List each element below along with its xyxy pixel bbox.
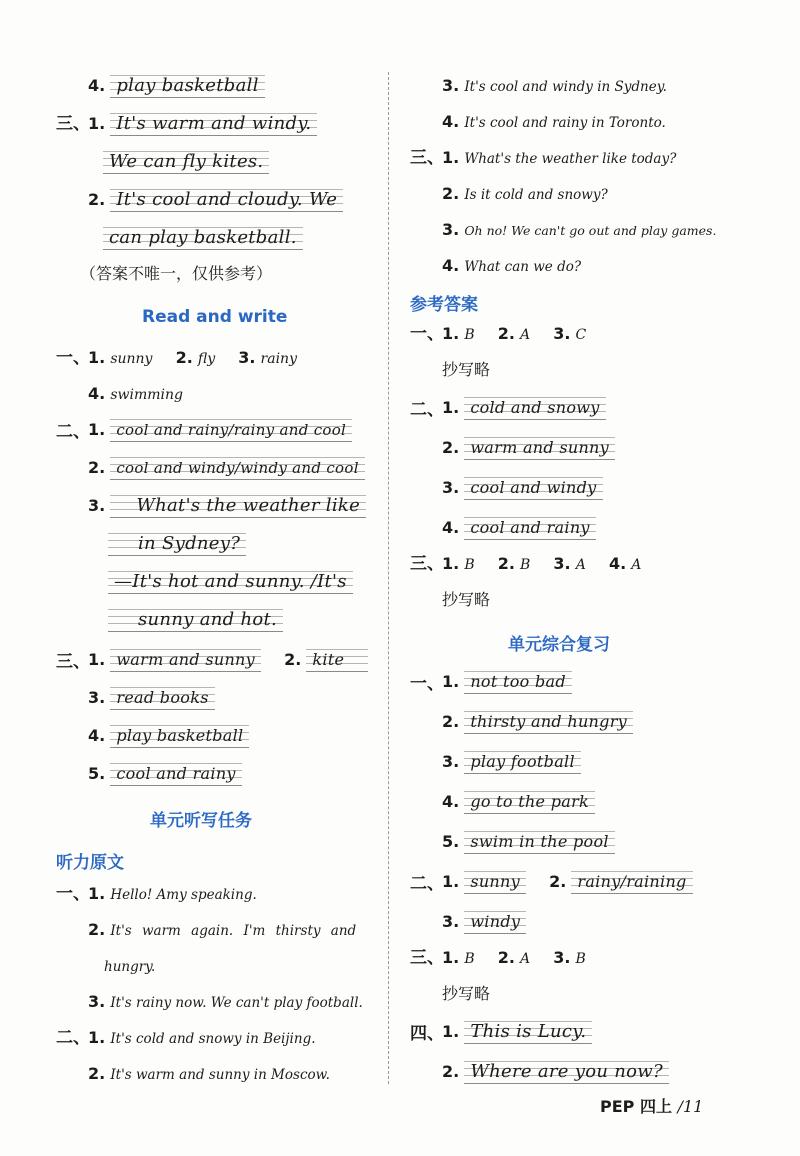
handwritten-answer: cold and snowy [464, 396, 605, 421]
answer-row [103, 226, 303, 251]
answer-row [108, 608, 283, 633]
script-line: 1. It's cold and snowy in Beijing. [88, 1028, 316, 1047]
handwritten-answer: cool and windy/windy and cool [110, 456, 365, 481]
handwritten-answer: not too bad [464, 670, 572, 695]
answer-row: 3. play football [442, 750, 581, 775]
handwritten-answer: play basketball [110, 724, 249, 749]
handwritten-answer: thirsty and hungry [464, 710, 633, 735]
script-line: 4. It's cool and rainy in Toronto. [442, 112, 666, 131]
answer-row: 1. sunny 2. fly 3. rainy [88, 348, 297, 367]
script-line: 4. What can we do? [442, 256, 582, 275]
handwritten-answer: cool and rainy [110, 762, 241, 787]
answer-row: 3. read books [88, 686, 215, 711]
handwritten-answer: windy [464, 910, 526, 935]
answer-row: 4. play basketball [88, 724, 249, 749]
handwritten-answer: rainy/raining [571, 870, 692, 895]
answer-row: 1. This is Lucy. [442, 1020, 592, 1045]
answer-row: 5. swim in the pool [442, 830, 615, 855]
answer-row: 1. sunny 2. rainy/raining [442, 870, 693, 895]
question-marker: 三、 [56, 114, 90, 134]
answer-row: 4. cool and rainy [442, 516, 596, 541]
answer-note: （答案不唯一，仅供参考） [80, 264, 273, 283]
answer-row: 1. cool and rainy/rainy and cool [88, 418, 352, 443]
answer-row: 2. cool and windy/windy and cool [88, 456, 365, 481]
answer-row: 2. Where are you now? [442, 1060, 669, 1085]
script-line: 3. It's cool and windy in Sydney. [442, 76, 667, 95]
script-line: 3. Oh no! We can't go out and play games. [442, 220, 717, 239]
handwritten-answer: warm and sunny [110, 648, 261, 673]
answer-row [108, 532, 246, 557]
answer-row: 1. B 2. A 3. C [442, 324, 587, 343]
handwritten-answer: swim in the pool [464, 830, 615, 855]
question-marker: 二、 [410, 400, 444, 420]
section-heading: 单元综合复习 [508, 635, 610, 655]
handwritten-answer: This is Lucy. [464, 1020, 592, 1045]
copy-omitted: 抄写略 [442, 360, 491, 379]
script-line: 1. What's the weather like today? [442, 148, 677, 167]
copy-omitted: 抄写略 [442, 984, 491, 1003]
script-line: 3. It's rainy now. We can't play football. [88, 992, 363, 1011]
answer-row [103, 150, 269, 175]
question-marker: 一、 [410, 674, 444, 694]
handwritten-answer: play football [464, 750, 581, 775]
answer-row: 2. It's cool and cloudy. We [88, 188, 343, 213]
handwritten-answer: What's the weather like [110, 494, 366, 519]
handwritten-answer: go to the park [464, 790, 595, 815]
answer-row: 3. windy [442, 910, 526, 935]
answer-row: 1. It's warm and windy. [88, 112, 317, 137]
answer-row [108, 570, 353, 595]
answer-row: 4. swimming [88, 384, 183, 403]
question-marker: 一、 [56, 884, 90, 904]
handwritten-answer: sunny [464, 870, 526, 895]
copy-omitted: 抄写略 [442, 590, 491, 609]
question-marker: 三、 [410, 554, 444, 574]
handwritten-answer: in Sydney? [108, 532, 246, 557]
answer-row: 3. What's the weather like [88, 494, 366, 519]
answer-row: 1. B 2. B 3. A 4. A [442, 554, 642, 573]
answer-row: 2. warm and sunny [442, 436, 615, 461]
answer-row: 1. warm and sunny 2. kite [88, 648, 368, 673]
section-heading: Read and write [142, 307, 288, 327]
question-marker: 四、 [410, 1024, 444, 1044]
question-marker: 三、 [56, 652, 90, 672]
handwritten-answer: kite [306, 648, 368, 673]
answer-row: 5. cool and rainy [88, 762, 242, 787]
handwritten-answer: sunny and hot. [108, 608, 283, 633]
answer-row: 3. cool and windy [442, 476, 603, 501]
answer-row: 4. go to the park [442, 790, 595, 815]
question-marker: 一、 [56, 348, 90, 368]
subsection-heading: 听力原文 [56, 853, 124, 873]
page-number: /11 [677, 1097, 704, 1116]
subsection-heading: 参考答案 [410, 295, 478, 315]
answer-row: 4. play basketball [88, 74, 265, 99]
question-marker: 三、 [410, 148, 444, 168]
page-footer [600, 1094, 703, 1117]
handwritten-answer: We can fly kites. [103, 150, 269, 175]
answer-row: 1. not too bad [442, 670, 572, 695]
script-line: 2. It's warm and sunny in Moscow. [88, 1064, 330, 1083]
handwritten-answer: Where are you now? [464, 1060, 669, 1085]
handwritten-answer: cool and rainy/rainy and cool [110, 418, 352, 443]
handwritten-answer: It's warm and windy. [110, 112, 317, 137]
script-line: 1. Hello! Amy speaking. [88, 884, 257, 903]
question-marker: 二、 [410, 874, 444, 894]
handwritten-answer: warm and sunny [464, 436, 615, 461]
handwritten-answer: play basketball [110, 74, 264, 99]
book-label: PEP 四上 [600, 1097, 672, 1116]
question-marker: 二、 [56, 1028, 90, 1048]
handwritten-answer: read books [110, 686, 214, 711]
question-marker: 一、 [410, 324, 444, 344]
answer-row: 1. cold and snowy [442, 396, 606, 421]
handwritten-answer: can play basketball. [103, 226, 303, 251]
handwritten-answer: cool and rainy [464, 516, 595, 541]
script-line: hungry. [104, 959, 156, 975]
section-heading: 单元听写任务 [150, 811, 252, 831]
script-line: 2. It's warm again. I'm thirsty and [88, 920, 357, 939]
question-marker: 二、 [56, 422, 90, 442]
question-marker: 三、 [410, 948, 444, 968]
answer-row: 2. thirsty and hungry [442, 710, 633, 735]
handwritten-answer: It's cool and cloudy. We [110, 188, 343, 213]
handwritten-answer: —It's hot and sunny. /It's [108, 570, 353, 595]
script-line: 2. Is it cold and snowy? [442, 184, 608, 203]
column-divider [388, 72, 389, 1084]
handwritten-answer: cool and windy [464, 476, 602, 501]
answer-row: 1. B 2. A 3. B [442, 948, 586, 967]
